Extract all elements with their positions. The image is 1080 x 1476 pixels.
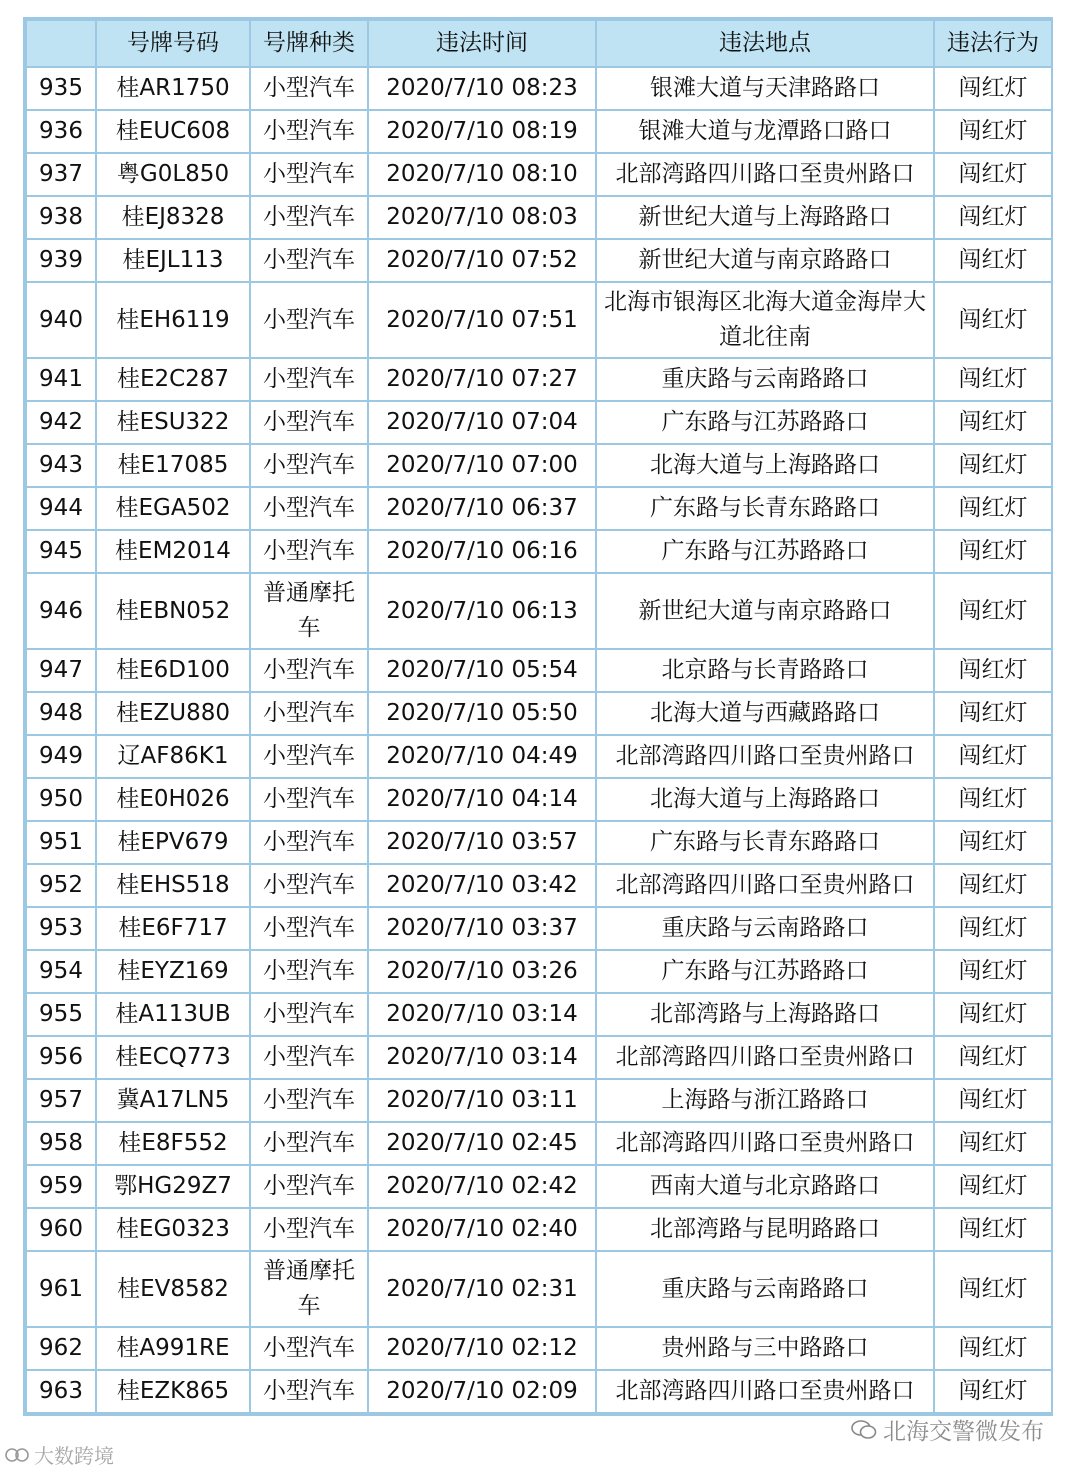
cell-index: 948 xyxy=(26,692,96,735)
cell-plate-number: 桂EG0323 xyxy=(96,1208,250,1251)
cell-violation-act: 闯红灯 xyxy=(934,401,1052,444)
cell-plate-number: 桂EPV679 xyxy=(96,821,250,864)
cell-violation-location: 广东路与江苏路路口 xyxy=(596,950,934,993)
cell-plate-number: 桂ESU322 xyxy=(96,401,250,444)
cell-violation-time: 2020/7/10 03:26 xyxy=(368,950,596,993)
table-row xyxy=(26,110,1052,153)
cell-violation-time: 2020/7/10 02:31 xyxy=(368,1251,596,1327)
table-row xyxy=(26,153,1052,196)
cell-violation-act: 闯红灯 xyxy=(934,907,1052,950)
cell-violation-time: 2020/7/10 02:40 xyxy=(368,1208,596,1251)
cell-violation-act: 闯红灯 xyxy=(934,239,1052,282)
cell-plate-number: 桂E6D100 xyxy=(96,649,250,692)
cell-violation-time: 2020/7/10 03:14 xyxy=(368,993,596,1036)
cell-violation-time: 2020/7/10 04:14 xyxy=(368,778,596,821)
cell-plate-type: 小型汽车 xyxy=(250,950,368,993)
cell-plate-type: 小型汽车 xyxy=(250,196,368,239)
table-row xyxy=(26,1208,1052,1251)
table-row xyxy=(26,487,1052,530)
cell-index: 952 xyxy=(26,864,96,907)
header-plate-type: 号牌种类 xyxy=(250,20,368,67)
cell-violation-time: 2020/7/10 05:50 xyxy=(368,692,596,735)
cell-violation-act: 闯红灯 xyxy=(934,1327,1052,1370)
cell-index: 953 xyxy=(26,907,96,950)
table-row xyxy=(26,778,1052,821)
table-row xyxy=(26,1370,1052,1413)
cell-violation-location: 北京路与长青路路口 xyxy=(596,649,934,692)
cell-violation-location: 北部湾路四川路口至贵州路口 xyxy=(596,1036,934,1079)
cell-index: 937 xyxy=(26,153,96,196)
violation-table xyxy=(25,19,1053,1414)
cell-plate-number: 桂EV8582 xyxy=(96,1251,250,1327)
cell-index: 961 xyxy=(26,1251,96,1327)
cell-violation-act: 闯红灯 xyxy=(934,1370,1052,1413)
cell-violation-location: 北海市银海区北海大道金海岸大道北往南 xyxy=(596,282,934,358)
cell-plate-number: 桂EHS518 xyxy=(96,864,250,907)
table-row xyxy=(26,1251,1052,1327)
cell-index: 963 xyxy=(26,1370,96,1413)
cell-violation-location: 广东路与长青东路路口 xyxy=(596,821,934,864)
table-row xyxy=(26,239,1052,282)
cell-violation-time: 2020/7/10 06:37 xyxy=(368,487,596,530)
cell-violation-location: 重庆路与云南路路口 xyxy=(596,1251,934,1327)
table-row xyxy=(26,67,1052,110)
cell-plate-number: 桂AR1750 xyxy=(96,67,250,110)
cell-plate-type: 小型汽车 xyxy=(250,282,368,358)
cell-violation-location: 北部湾路四川路口至贵州路口 xyxy=(596,735,934,778)
cell-index: 935 xyxy=(26,67,96,110)
cell-violation-location: 北部湾路四川路口至贵州路口 xyxy=(596,1370,934,1413)
header-violation-act: 违法行为 xyxy=(934,20,1052,67)
cell-violation-location: 广东路与江苏路路口 xyxy=(596,530,934,573)
cell-violation-act: 闯红灯 xyxy=(934,735,1052,778)
cell-plate-number: 鄂HG29Z7 xyxy=(96,1165,250,1208)
cell-index: 944 xyxy=(26,487,96,530)
cell-plate-number: 桂A991RE xyxy=(96,1327,250,1370)
cell-violation-act: 闯红灯 xyxy=(934,196,1052,239)
cell-violation-location: 新世纪大道与南京路路口 xyxy=(596,573,934,649)
cell-index: 960 xyxy=(26,1208,96,1251)
cell-violation-act: 闯红灯 xyxy=(934,692,1052,735)
cell-plate-number: 桂EH6119 xyxy=(96,282,250,358)
cell-violation-act: 闯红灯 xyxy=(934,1165,1052,1208)
cell-plate-type: 小型汽车 xyxy=(250,1122,368,1165)
cell-index: 950 xyxy=(26,778,96,821)
watermark-source xyxy=(4,1440,114,1469)
cell-plate-type: 小型汽车 xyxy=(250,358,368,401)
cell-plate-type: 小型汽车 xyxy=(250,907,368,950)
violation-table-frame xyxy=(23,17,1053,1416)
cell-violation-act: 闯红灯 xyxy=(934,950,1052,993)
table-row xyxy=(26,821,1052,864)
cell-plate-type: 小型汽车 xyxy=(250,692,368,735)
cell-violation-act: 闯红灯 xyxy=(934,530,1052,573)
table-row xyxy=(26,735,1052,778)
table-body xyxy=(26,67,1052,1413)
cell-violation-time: 2020/7/10 08:10 xyxy=(368,153,596,196)
cell-violation-location: 新世纪大道与南京路路口 xyxy=(596,239,934,282)
watermark-right-text: 北海交警微发布 xyxy=(883,1419,1044,1445)
table-row xyxy=(26,401,1052,444)
table-row xyxy=(26,282,1052,358)
cell-violation-time: 2020/7/10 08:23 xyxy=(368,67,596,110)
cell-violation-act: 闯红灯 xyxy=(934,67,1052,110)
cell-violation-act: 闯红灯 xyxy=(934,778,1052,821)
wechat-icon xyxy=(851,1419,877,1441)
cell-violation-act: 闯红灯 xyxy=(934,864,1052,907)
cell-plate-type: 小型汽车 xyxy=(250,864,368,907)
cell-plate-type: 小型汽车 xyxy=(250,821,368,864)
cell-plate-number: 桂E0H026 xyxy=(96,778,250,821)
cell-plate-type: 小型汽车 xyxy=(250,487,368,530)
cell-plate-type: 小型汽车 xyxy=(250,110,368,153)
watermark-left-text: 大数跨境 xyxy=(34,1444,114,1468)
cell-index: 957 xyxy=(26,1079,96,1122)
cell-violation-time: 2020/7/10 03:42 xyxy=(368,864,596,907)
cell-violation-time: 2020/7/10 02:12 xyxy=(368,1327,596,1370)
cell-violation-time: 2020/7/10 03:11 xyxy=(368,1079,596,1122)
cell-plate-number: 桂EBN052 xyxy=(96,573,250,649)
cell-index: 945 xyxy=(26,530,96,573)
table-row xyxy=(26,1079,1052,1122)
header-plate-number: 号牌号码 xyxy=(96,20,250,67)
cell-violation-location: 银滩大道与龙潭路口路口 xyxy=(596,110,934,153)
cell-index: 940 xyxy=(26,282,96,358)
cell-plate-type: 小型汽车 xyxy=(250,239,368,282)
table-header xyxy=(26,20,1052,67)
cell-plate-type: 小型汽车 xyxy=(250,735,368,778)
cell-index: 954 xyxy=(26,950,96,993)
cell-plate-type: 小型汽车 xyxy=(250,530,368,573)
cell-violation-act: 闯红灯 xyxy=(934,1122,1052,1165)
header-index xyxy=(26,20,96,67)
cell-violation-time: 2020/7/10 04:49 xyxy=(368,735,596,778)
cell-violation-time: 2020/7/10 03:14 xyxy=(368,1036,596,1079)
cell-violation-location: 北部湾路四川路口至贵州路口 xyxy=(596,1122,934,1165)
cell-index: 956 xyxy=(26,1036,96,1079)
cell-violation-time: 2020/7/10 07:52 xyxy=(368,239,596,282)
cell-plate-type: 小型汽车 xyxy=(250,444,368,487)
cell-violation-time: 2020/7/10 07:51 xyxy=(368,282,596,358)
table-row xyxy=(26,1327,1052,1370)
cell-violation-time: 2020/7/10 03:37 xyxy=(368,907,596,950)
cell-violation-location: 广东路与江苏路路口 xyxy=(596,401,934,444)
cell-violation-act: 闯红灯 xyxy=(934,1208,1052,1251)
cell-plate-type: 小型汽车 xyxy=(250,1079,368,1122)
cell-plate-number: 桂ECQ773 xyxy=(96,1036,250,1079)
cell-plate-number: 桂EJ8328 xyxy=(96,196,250,239)
cell-plate-number: 桂EZU880 xyxy=(96,692,250,735)
cell-plate-type: 小型汽车 xyxy=(250,778,368,821)
cell-violation-location: 银滩大道与天津路路口 xyxy=(596,67,934,110)
cell-index: 936 xyxy=(26,110,96,153)
table-row xyxy=(26,692,1052,735)
cell-violation-time: 2020/7/10 03:57 xyxy=(368,821,596,864)
cell-plate-type: 小型汽车 xyxy=(250,1370,368,1413)
cell-violation-time: 2020/7/10 06:13 xyxy=(368,573,596,649)
table-row xyxy=(26,864,1052,907)
cell-plate-number: 桂E17085 xyxy=(96,444,250,487)
cell-plate-number: 桂EM2014 xyxy=(96,530,250,573)
cell-violation-location: 重庆路与云南路路口 xyxy=(596,907,934,950)
cell-violation-location: 北部湾路四川路口至贵州路口 xyxy=(596,864,934,907)
table-row xyxy=(26,907,1052,950)
cell-index: 943 xyxy=(26,444,96,487)
cell-violation-act: 闯红灯 xyxy=(934,110,1052,153)
header-violation-location: 违法地点 xyxy=(596,20,934,67)
cell-index: 941 xyxy=(26,358,96,401)
cell-violation-time: 2020/7/10 05:54 xyxy=(368,649,596,692)
header-violation-time: 违法时间 xyxy=(368,20,596,67)
cell-index: 938 xyxy=(26,196,96,239)
cell-violation-act: 闯红灯 xyxy=(934,573,1052,649)
table-row xyxy=(26,196,1052,239)
cell-plate-number: 桂E8F552 xyxy=(96,1122,250,1165)
cell-violation-act: 闯红灯 xyxy=(934,1251,1052,1327)
cell-plate-type: 小型汽车 xyxy=(250,401,368,444)
cell-violation-location: 新世纪大道与上海路路口 xyxy=(596,196,934,239)
cell-violation-location: 北海大道与上海路路口 xyxy=(596,778,934,821)
cell-violation-time: 2020/7/10 02:09 xyxy=(368,1370,596,1413)
cell-plate-type: 小型汽车 xyxy=(250,993,368,1036)
cell-plate-number: 桂E2C287 xyxy=(96,358,250,401)
cell-violation-act: 闯红灯 xyxy=(934,1079,1052,1122)
cell-plate-type: 小型汽车 xyxy=(250,1208,368,1251)
cell-violation-time: 2020/7/10 07:00 xyxy=(368,444,596,487)
cell-violation-location: 上海路与浙江路路口 xyxy=(596,1079,934,1122)
logo-icon xyxy=(4,1444,30,1466)
cell-violation-location: 广东路与长青东路路口 xyxy=(596,487,934,530)
cell-violation-time: 2020/7/10 07:04 xyxy=(368,401,596,444)
cell-index: 955 xyxy=(26,993,96,1036)
cell-violation-location: 北部湾路与上海路路口 xyxy=(596,993,934,1036)
cell-violation-location: 北部湾路四川路口至贵州路口 xyxy=(596,153,934,196)
cell-violation-act: 闯红灯 xyxy=(934,153,1052,196)
table-row xyxy=(26,1036,1052,1079)
cell-plate-number: 粤G0L850 xyxy=(96,153,250,196)
table-row xyxy=(26,444,1052,487)
header-row xyxy=(26,20,1052,67)
table-row xyxy=(26,573,1052,649)
cell-violation-location: 北部湾路与昆明路路口 xyxy=(596,1208,934,1251)
cell-index: 951 xyxy=(26,821,96,864)
cell-violation-act: 闯红灯 xyxy=(934,282,1052,358)
cell-index: 959 xyxy=(26,1165,96,1208)
cell-plate-number: 桂EZK865 xyxy=(96,1370,250,1413)
cell-violation-location: 西南大道与北京路路口 xyxy=(596,1165,934,1208)
cell-violation-act: 闯红灯 xyxy=(934,444,1052,487)
cell-plate-type: 小型汽车 xyxy=(250,1327,368,1370)
cell-violation-act: 闯红灯 xyxy=(934,993,1052,1036)
watermark-wechat xyxy=(851,1413,1044,1446)
cell-plate-number: 桂EJL113 xyxy=(96,239,250,282)
table-row xyxy=(26,950,1052,993)
cell-plate-number: 桂EGA502 xyxy=(96,487,250,530)
cell-plate-number: 桂EYZ169 xyxy=(96,950,250,993)
cell-violation-time: 2020/7/10 07:27 xyxy=(368,358,596,401)
cell-plate-number: 桂E6F717 xyxy=(96,907,250,950)
cell-plate-number: 桂A113UB xyxy=(96,993,250,1036)
cell-violation-location: 贵州路与三中路路口 xyxy=(596,1327,934,1370)
cell-plate-number: 冀A17LN5 xyxy=(96,1079,250,1122)
cell-plate-type: 小型汽车 xyxy=(250,649,368,692)
cell-violation-location: 重庆路与云南路路口 xyxy=(596,358,934,401)
table-row xyxy=(26,1122,1052,1165)
cell-violation-location: 北海大道与上海路路口 xyxy=(596,444,934,487)
cell-plate-type: 小型汽车 xyxy=(250,153,368,196)
cell-index: 946 xyxy=(26,573,96,649)
cell-index: 958 xyxy=(26,1122,96,1165)
cell-violation-act: 闯红灯 xyxy=(934,821,1052,864)
cell-index: 962 xyxy=(26,1327,96,1370)
cell-violation-location: 北海大道与西藏路路口 xyxy=(596,692,934,735)
cell-plate-type: 小型汽车 xyxy=(250,67,368,110)
table-row xyxy=(26,1165,1052,1208)
cell-index: 942 xyxy=(26,401,96,444)
cell-plate-number: 辽AF86K1 xyxy=(96,735,250,778)
cell-plate-number: 桂EUC608 xyxy=(96,110,250,153)
cell-plate-type: 普通摩托车 xyxy=(250,573,368,649)
cell-violation-act: 闯红灯 xyxy=(934,649,1052,692)
cell-violation-act: 闯红灯 xyxy=(934,1036,1052,1079)
cell-index: 947 xyxy=(26,649,96,692)
cell-violation-time: 2020/7/10 02:45 xyxy=(368,1122,596,1165)
cell-violation-time: 2020/7/10 08:19 xyxy=(368,110,596,153)
cell-index: 939 xyxy=(26,239,96,282)
table-row xyxy=(26,649,1052,692)
cell-index: 949 xyxy=(26,735,96,778)
table-row xyxy=(26,358,1052,401)
cell-violation-time: 2020/7/10 02:42 xyxy=(368,1165,596,1208)
cell-plate-type: 普通摩托车 xyxy=(250,1251,368,1327)
cell-plate-type: 小型汽车 xyxy=(250,1036,368,1079)
cell-violation-time: 2020/7/10 06:16 xyxy=(368,530,596,573)
cell-violation-act: 闯红灯 xyxy=(934,358,1052,401)
table-row xyxy=(26,530,1052,573)
table-row xyxy=(26,993,1052,1036)
cell-violation-act: 闯红灯 xyxy=(934,487,1052,530)
cell-plate-type: 小型汽车 xyxy=(250,1165,368,1208)
cell-violation-time: 2020/7/10 08:03 xyxy=(368,196,596,239)
